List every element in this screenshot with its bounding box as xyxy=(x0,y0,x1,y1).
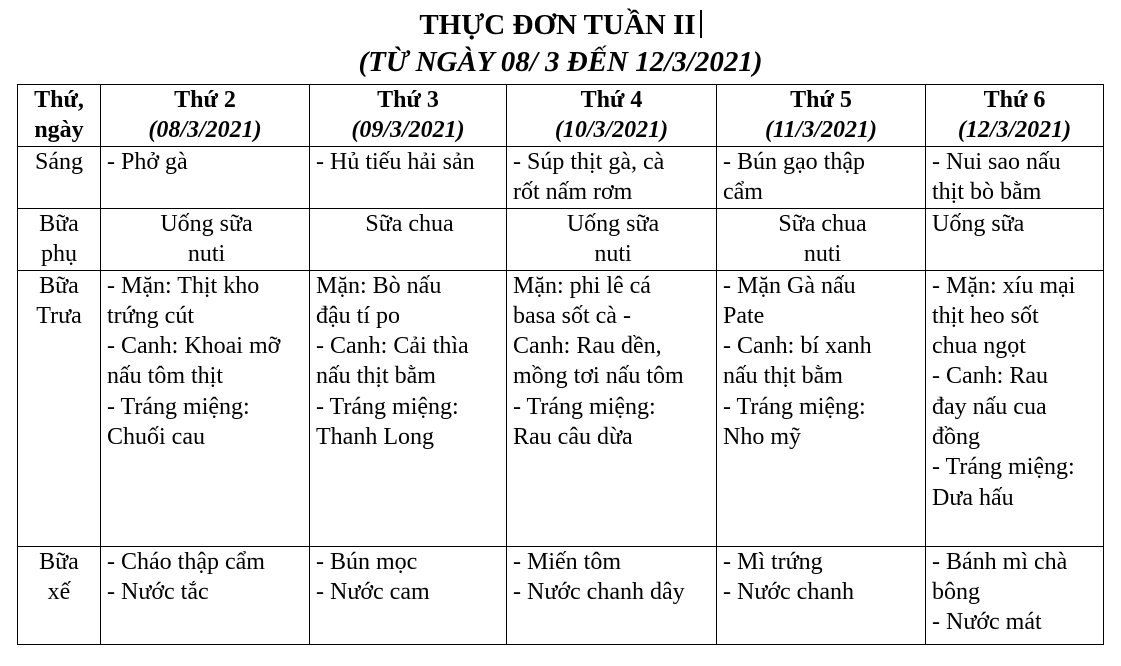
menu-line: Pate xyxy=(723,302,765,329)
breakfast-thu xyxy=(717,146,926,208)
menu-line: - Nước tắc xyxy=(107,578,209,605)
menu-line: Rau câu dừa xyxy=(513,424,633,451)
day-date: (12/3/2021) xyxy=(957,117,1072,144)
menu-line: Uống sữa xyxy=(160,210,253,237)
menu-line: mồng tơi nấu tôm xyxy=(513,363,684,390)
day-name: Thứ 2 xyxy=(174,87,236,113)
menu-line: - Mì trứng xyxy=(723,548,823,575)
title-text: THỰC ĐƠN TUẦN II xyxy=(419,9,696,41)
day-name: Thứ 6 xyxy=(983,87,1046,113)
menu-line: - Tráng miệng: xyxy=(316,393,459,420)
menu-line: bông xyxy=(932,578,980,605)
row-lunch xyxy=(18,270,1104,546)
menu-line: - Miến tôm xyxy=(513,548,621,575)
menu-line: - Canh: bí xanh xyxy=(723,333,872,360)
corner-line2: ngày xyxy=(34,117,84,144)
row-snack xyxy=(18,208,1104,270)
menu-line: Dưa hấu xyxy=(932,484,1014,511)
menu-line: Sữa chua xyxy=(778,210,867,237)
menu-line: rốt nấm rơm xyxy=(513,178,633,205)
menu-line: chua ngọt xyxy=(932,333,1026,360)
menu-line: - Hủ tiếu hải sản xyxy=(316,148,475,175)
afternoon-wed xyxy=(507,546,717,644)
row-label-text: Trưa xyxy=(36,302,82,329)
row-label-text: xế xyxy=(47,578,71,605)
row-label-text: Bữa xyxy=(39,210,79,237)
snack-mon xyxy=(101,208,310,270)
menu-line: - Mặn: Thịt kho xyxy=(107,272,260,299)
menu-line: - Nước chanh xyxy=(723,578,854,605)
row-label-text: Bữa xyxy=(39,272,79,299)
header-row xyxy=(18,85,1104,147)
row-label-afternoon xyxy=(18,546,101,644)
menu-line: nuti xyxy=(803,240,842,267)
day-date: (10/3/2021) xyxy=(554,117,669,144)
menu-line: Uống sữa xyxy=(932,210,1025,237)
menu-line: nấu thịt bằm xyxy=(723,363,843,390)
menu-line: Nho mỹ xyxy=(723,424,801,451)
row-label-text: phụ xyxy=(41,240,77,267)
menu-line: - Phở gà xyxy=(107,148,188,175)
day-date: (09/3/2021) xyxy=(351,117,465,144)
menu-line: Sữa chua xyxy=(365,210,454,237)
row-label-breakfast xyxy=(18,146,101,208)
text-cursor xyxy=(700,10,702,38)
day-header-mon xyxy=(101,85,310,147)
menu-line: - Canh: Rau xyxy=(932,363,1048,390)
breakfast-wed xyxy=(507,146,717,208)
lunch-wed xyxy=(507,270,717,546)
corner-line1: Thứ, xyxy=(34,87,84,113)
snack-thu xyxy=(717,208,926,270)
menu-line: thịt bò bằm xyxy=(932,178,1042,205)
day-header-thu xyxy=(717,85,926,147)
menu-line: đay nấu cua xyxy=(932,393,1047,420)
day-header-tue xyxy=(310,85,507,147)
afternoon-fri xyxy=(926,546,1104,644)
menu-line: - Cháo thập cẩm xyxy=(107,548,265,575)
day-name: Thứ 3 xyxy=(377,87,439,113)
menu-line: - Canh: Khoai mỡ xyxy=(107,333,281,360)
menu-line: - Bún mọc xyxy=(316,548,418,575)
snack-tue xyxy=(310,208,507,270)
menu-line: - Tráng miệng: xyxy=(107,393,250,420)
menu-line: - Tráng miệng: xyxy=(513,393,656,420)
menu-line: Mặn: Bò nấu xyxy=(316,272,442,299)
day-header-wed xyxy=(507,85,717,147)
menu-line: basa sốt cà - xyxy=(513,302,631,329)
row-label-text: Bữa xyxy=(39,548,79,575)
menu-line: cẩm xyxy=(723,178,763,205)
day-name: Thứ 4 xyxy=(580,87,643,113)
snack-wed xyxy=(507,208,717,270)
menu-line: - Bún gạo thập xyxy=(723,148,865,175)
snack-fri xyxy=(926,208,1104,270)
date-range-subtitle: (TỪ NGÀY 08/ 3 ĐẾN 12/3/2021) xyxy=(358,46,763,78)
lunch-mon xyxy=(101,270,310,546)
menu-line: thịt heo sốt xyxy=(932,302,1039,329)
menu-line: - Canh: Cải thìa xyxy=(316,333,469,360)
day-header-fri xyxy=(926,85,1104,147)
menu-line: nuti xyxy=(594,240,632,267)
day-date: (11/3/2021) xyxy=(765,117,877,144)
menu-line: - Mặn: xíu mại xyxy=(932,272,1076,299)
menu-line: - Nui sao nấu xyxy=(932,148,1061,175)
menu-line: - Nước mát xyxy=(932,609,1042,636)
row-label-snack xyxy=(18,208,101,270)
menu-line: trứng cút xyxy=(107,302,194,329)
menu-line: nuti xyxy=(187,240,226,267)
menu-line: đồng xyxy=(932,424,980,451)
menu-line: - Mặn Gà nấu xyxy=(723,272,856,299)
menu-line: - Nước cam xyxy=(316,578,430,605)
menu-line: nấu thịt bằm xyxy=(316,363,436,390)
corner-header xyxy=(18,85,101,147)
menu-line: - Súp thịt gà, cà xyxy=(513,148,665,175)
breakfast-tue xyxy=(310,146,507,208)
menu-line: - Tráng miệng: xyxy=(932,454,1075,481)
menu-line: - Bánh mì chà xyxy=(932,548,1068,575)
row-breakfast xyxy=(18,146,1104,208)
day-date: (08/3/2021) xyxy=(148,117,262,144)
menu-line: Canh: Rau dền, xyxy=(513,333,662,360)
menu-line: Thanh Long xyxy=(316,424,434,451)
menu-line: Mặn: phi lê cá xyxy=(513,272,651,299)
menu-line: - Tráng miệng: xyxy=(723,393,866,420)
weekly-menu-table xyxy=(17,84,1104,645)
menu-line: - Nước chanh dây xyxy=(513,578,685,605)
row-label-text: Sáng xyxy=(35,148,83,175)
lunch-tue xyxy=(310,270,507,546)
day-name: Thứ 5 xyxy=(790,87,852,113)
breakfast-mon xyxy=(101,146,310,208)
afternoon-tue xyxy=(310,546,507,644)
menu-line: Chuối cau xyxy=(107,424,205,451)
menu-line: đậu tí po xyxy=(316,302,400,329)
row-label-lunch xyxy=(18,270,101,546)
menu-line: nấu tôm thịt xyxy=(107,363,223,390)
page-title xyxy=(0,8,1121,42)
breakfast-fri xyxy=(926,146,1104,208)
lunch-thu xyxy=(717,270,926,546)
afternoon-thu xyxy=(717,546,926,644)
menu-line: Uống sữa xyxy=(566,210,660,237)
row-afternoon xyxy=(18,546,1104,644)
afternoon-mon xyxy=(101,546,310,644)
lunch-fri xyxy=(926,270,1104,546)
